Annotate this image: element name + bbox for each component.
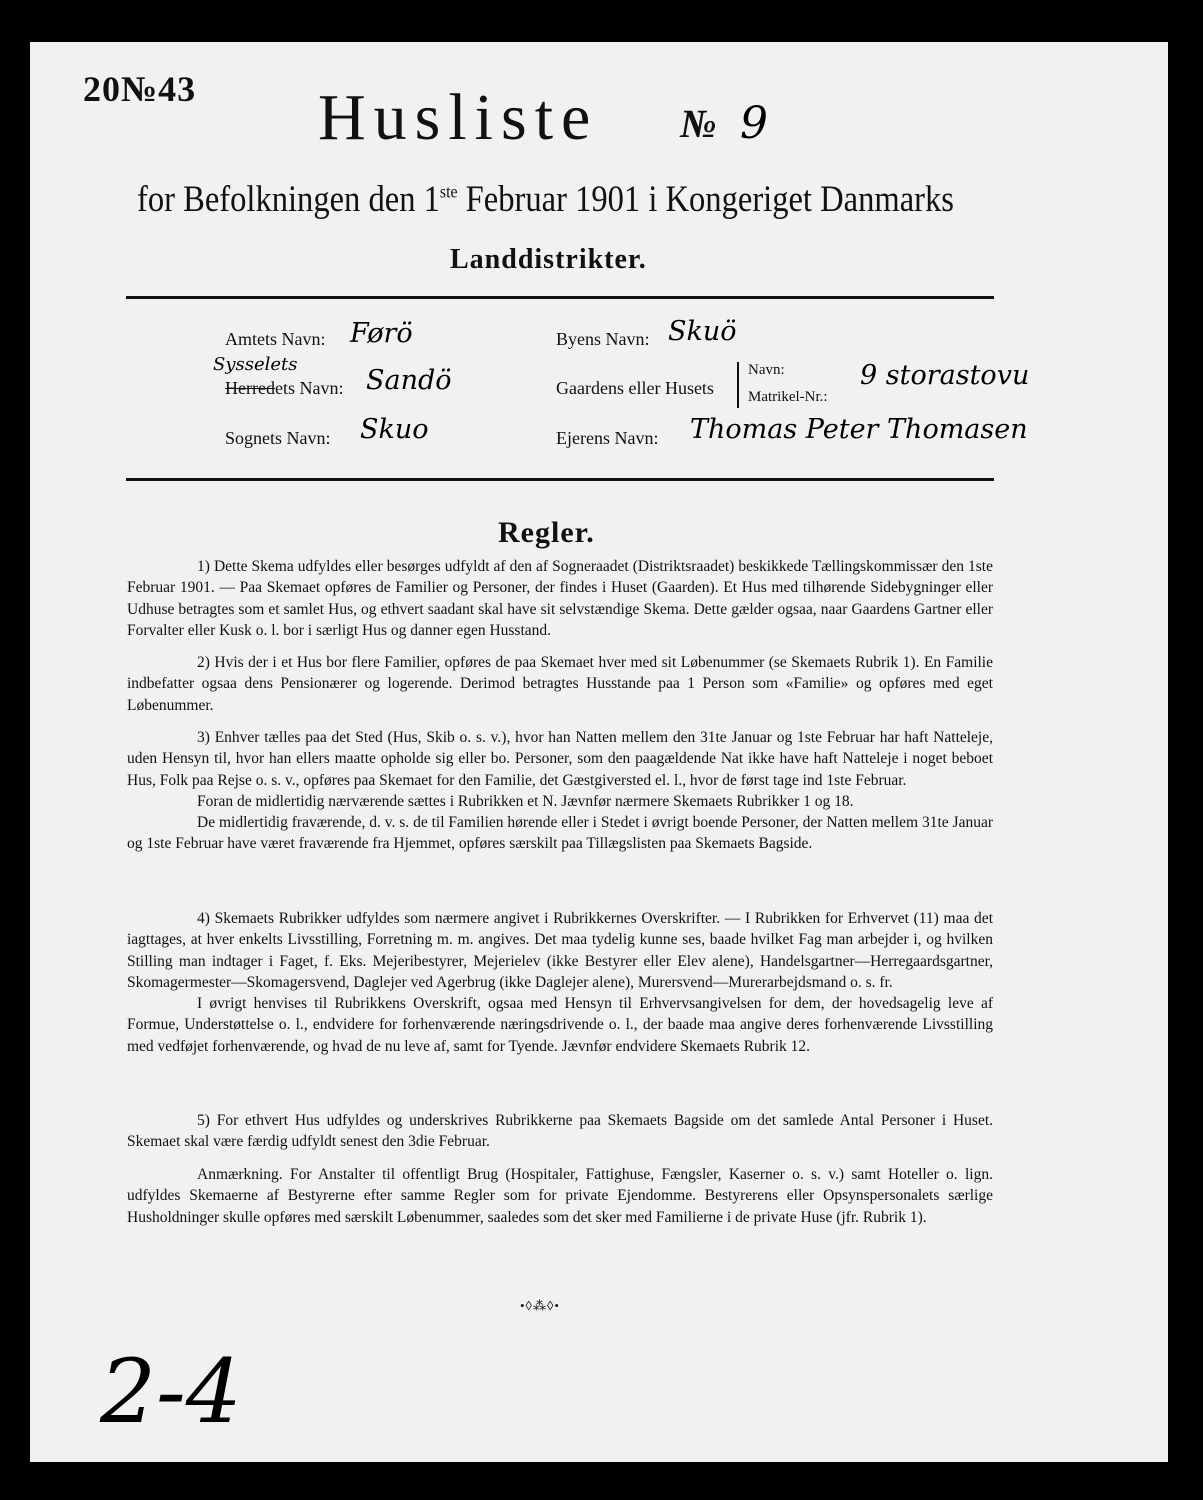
rules-heading: Regler.	[498, 516, 595, 549]
district-type: Landdistrikter.	[450, 244, 647, 275]
rule-5	[127, 1110, 993, 1153]
herred-label-rest: ets Navn:	[274, 378, 344, 398]
amt-value: Førö	[350, 318, 413, 349]
rule-2-text: 2) Hvis der i et Hus bor flere Familier, opføres de paa Skemaet hver med sit Løbenummer (se Skemaets Rubrik 1). En Familie indbefatter ogsaa dens Pensionærer og logerende. Derimod betragtes Husstande paa 1 Person som «Familie» og opføres med eget Løbenummer.	[127, 654, 993, 714]
rule-5-text: 5) For ethvert Hus udfyldes og underskrives Rubrikkerne paa Skemaets Bagside om det samlede Antal Personer i Huset. Skemaet skal være færdig udfyldt senest den 3die Februar.	[127, 1112, 993, 1151]
rule-4	[127, 908, 993, 1057]
top-divider	[126, 296, 994, 299]
sogn-value: Skuo	[360, 414, 429, 445]
corner-note: 2-4	[100, 1340, 242, 1443]
title-number-value: 9	[740, 98, 768, 149]
archive-stamp: 20№43	[83, 69, 197, 109]
form-subtitle	[137, 178, 954, 221]
ornament: •◊⁂◊•	[520, 1298, 560, 1313]
remark-text: Anmærkning. For Anstalter til offentligt Brug (Hospitaler, Fattighuse, Fængsler, Kaserner o. s. v.) samt Hoteller o. lign. udfyldes Skemaerne af Bestyrerne efter samme Regler som for private Ejendomme. Bestyrerens eller Opsynspersonalets særlige Husholdninger skulle opføres med særskilt Løbenummer, saaledes som det sker med Familierne i de private Huse (jfr. Rubrik 1).	[127, 1166, 993, 1226]
rule-3	[127, 727, 993, 855]
by-label: Byens Navn:	[556, 329, 650, 349]
gaard-label: Gaardens eller Husets	[556, 378, 714, 398]
rule-3-text: 3) Enhver tælles paa det Sted (Hus, Skib o. s. v.), hvor han Natten mellem den 31te Januar og 1ste Februar har haft Natteleje, uden Hensyn til, hvor han ellers maatte opholde sig eller bo. Personer, som den paagældende Nat ikke have haft Natteleje i noget beboet Hus, Folk paa Rejse o. s. v., opføres paa Skemaet for den Familie, det Gæstgiversted el. l., hvor de først tage ind 1ste Februar.	[127, 729, 993, 789]
rule-4-note: I øvrigt henvises til Rubrikkens Overskrift, ogsaa med Hensyn til Erhvervsangivelsen for dem, der hovedsagelig leve af Formue, Understøttelse o. l., endvidere for forhenværende næringsdrivende o. l., der baade maa angive deres forhenværende Livsstilling med vedføjet forhenværende, og hvad de nu leve af, samt for Tyende. Jævnfør endvidere Skemaets Rubrik 12.	[127, 995, 993, 1055]
rule-4-text: 4) Skemaets Rubrikker udfyldes som nærmere angivet i Rubrikkernes Overskrifter. — I Rubrikken for Erhvervet (11) maa det iagttages, at hver enkelts Livsstilling, Forretning m. m. angives. Det maa tydelig kunne ses, baade hvilket Fag man arbejder i, og hvilken Stilling man indtager i Faget, f. Eks. Mejeribestyrer, Mejerielev (ikke Bestyrer eller Elev alene), Handelsgartner—Herregaardsgartner, Skomagermester—Skomagersvend, Daglejer ved Agerbrug (ikke Daglejer alene), Murersvend—Murerarbejdsmand o. s. fr.	[127, 910, 993, 991]
rule-1	[127, 556, 993, 641]
rule-3-note-1: Foran de midlertidig nærværende sættes i Rubrikken et N. Jævnfør nærmere Skemaets Rubrikker 1 og 18.	[197, 792, 854, 810]
herred-value: Sandö	[366, 365, 452, 396]
by-value: Skuö	[668, 316, 737, 347]
form-title: Husliste	[318, 81, 599, 154]
herred-correction: Sysselets	[213, 354, 298, 375]
ejer-value: Thomas Peter Thomasen	[690, 414, 1028, 445]
rule-2	[127, 652, 993, 716]
herred-label-struck: Herred	[225, 378, 275, 398]
rule-3-note-2: De midlertidig fraværende, d. v. s. de til Familien hørende eller i Stedet i øvrigt boende Personer, der Natten mellem 31te Januar og 1ste Februar have været fraværende fra Hjemmet, opføres særskilt paa Tillægslisten paa Skemaets Bagside.	[127, 814, 993, 853]
subtitle-part-a: for Befolkningen den 1	[137, 179, 440, 220]
field-brace	[737, 362, 739, 408]
gaard-value: 9 storastovu	[860, 360, 1030, 391]
ejer-label: Ejerens Navn:	[556, 428, 659, 448]
matrikel-label: Matrikel-Nr.:	[748, 389, 828, 405]
remark	[127, 1164, 993, 1228]
title-number-label: №	[680, 101, 717, 146]
sogn-label: Sognets Navn:	[225, 428, 331, 448]
amt-label: Amtets Navn:	[225, 329, 326, 349]
bottom-divider	[126, 478, 994, 481]
subtitle-superscript: ste	[439, 181, 458, 202]
rule-1-text: 1) Dette Skema udfyldes eller besørges udfyldt af den af Sogneraadet (Distriktsraadet) beskikkede Tællingskommissær den 1ste Februar 1901. — Paa Skemaet opføres de Familier og Personer, der findes i Huset (Gaarden). Et Hus med tilhørende Sidebygninger eller Udhuse betragtes som et samlet Hus, og ethvert saadant skal have sit selvstændige Skema. Dette gælder ogsaa, naar Gaardens Gartner eller Forvalter eller Kusk o. l. bor i særligt Hus og danner egen Husstand.	[127, 558, 993, 639]
navn-label: Navn:	[748, 362, 785, 378]
subtitle-part-b: Februar 1901 i Kongeriget Danmarks	[457, 179, 954, 220]
herred-label	[225, 378, 343, 399]
